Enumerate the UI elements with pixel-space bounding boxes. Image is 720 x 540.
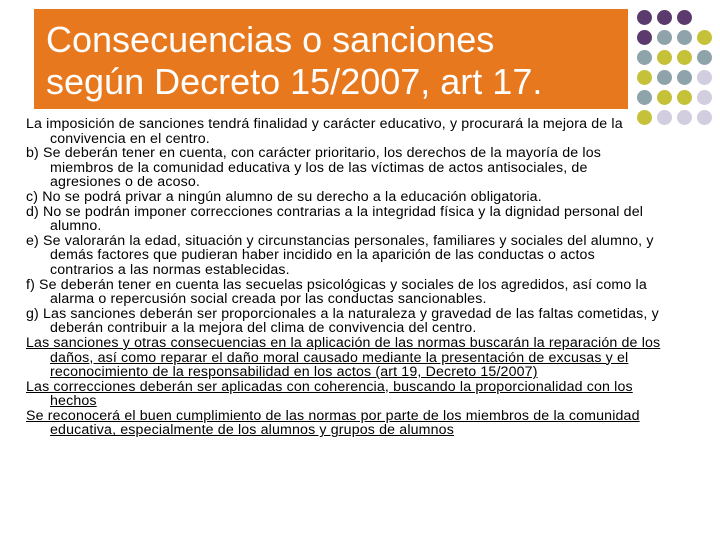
paragraph-reparacion: Las sanciones y otras consecuencias en la aplicación de las normas buscarán la reparación de los daños, así como reparar el daño moral causado mediante la presentación de excusas y el reconocimiento de la responsabilidad en los actos (art 19, Decreto 15/2007) <box>26 334 661 381</box>
decorative-dot <box>697 70 712 85</box>
paragraph-b: b) Se deberán tener en cuenta, con carácter prioritario, los derechos de la mayoría de los miembros de la comunidad educativa y los de las víctimas de actos antisociales, de agresiones o de acoso. <box>26 145 602 191</box>
paragraph-coherencia: Las correcciones deberán ser aplicadas con coherencia, buscando la proporcionalidad con los hechos <box>26 378 633 410</box>
slide-title-line-1: Consecuencias o sanciones <box>46 19 495 60</box>
paragraph-e: e) Se valorarán la edad, situación y circunstancias personales, familiares y sociales del alumno, y demás factores que pudieran haber incidido en la aparición de las conductas o actos contrarios a las normas establecidas. <box>26 232 654 278</box>
decorative-dot <box>697 90 712 105</box>
divider-line <box>628 4 630 124</box>
decorative-dot <box>677 110 692 125</box>
decorative-dot <box>697 110 712 125</box>
decorative-dot <box>657 30 672 45</box>
decorative-dot <box>657 10 672 25</box>
slide-title-line-2: según Decreto 15/2007, art 17. <box>46 61 543 102</box>
decorative-dot <box>637 70 652 85</box>
decorative-dot <box>637 10 652 25</box>
decorative-dot <box>657 70 672 85</box>
paragraph-g: g) Las sanciones deberán ser proporcionales a la naturaleza y gravedad de las faltas cometidas, y deberán contribuir a la mejora del clima de convivencia del centro. <box>26 305 659 337</box>
decorative-dot <box>697 50 712 65</box>
paragraph-f: f) Se deberán tener en cuenta las secuelas psicológicas y sociales de los agredidos, así como la alarma o repercusión social creada por las conductas sancionables. <box>26 276 647 308</box>
decorative-dot <box>677 90 692 105</box>
decorative-dot <box>677 70 692 85</box>
decorative-dot <box>697 30 712 45</box>
paragraph-c: c) No se podrá privar a ningún alumno de su derecho a la educación obligatoria. <box>26 188 542 205</box>
decorative-dot <box>677 30 692 45</box>
decorative-dot-grid <box>627 4 720 124</box>
slide-body <box>26 117 662 438</box>
paragraph-intro: La imposición de sanciones tendrá finalidad y carácter educativo, y procurará la mejora de la convivencia en el centro. <box>26 116 623 147</box>
decorative-dot <box>657 50 672 65</box>
title-banner <box>34 9 630 109</box>
paragraph-d: d) No se podrán imponer correcciones contrarias a la integridad física y la dignidad personal del alumno. <box>26 203 644 235</box>
decorative-dot <box>637 90 652 105</box>
decorative-dot <box>637 50 652 65</box>
decorative-dot <box>677 10 692 25</box>
decorative-dot <box>677 50 692 65</box>
paragraph-reconocimiento: Se reconocerá el buen cumplimiento de las normas por parte de los miembros de la comunidad educativa, especialmente de los alumnos y grupos de alumnos <box>26 407 640 439</box>
decorative-dot <box>637 30 652 45</box>
decorative-dot <box>657 90 672 105</box>
